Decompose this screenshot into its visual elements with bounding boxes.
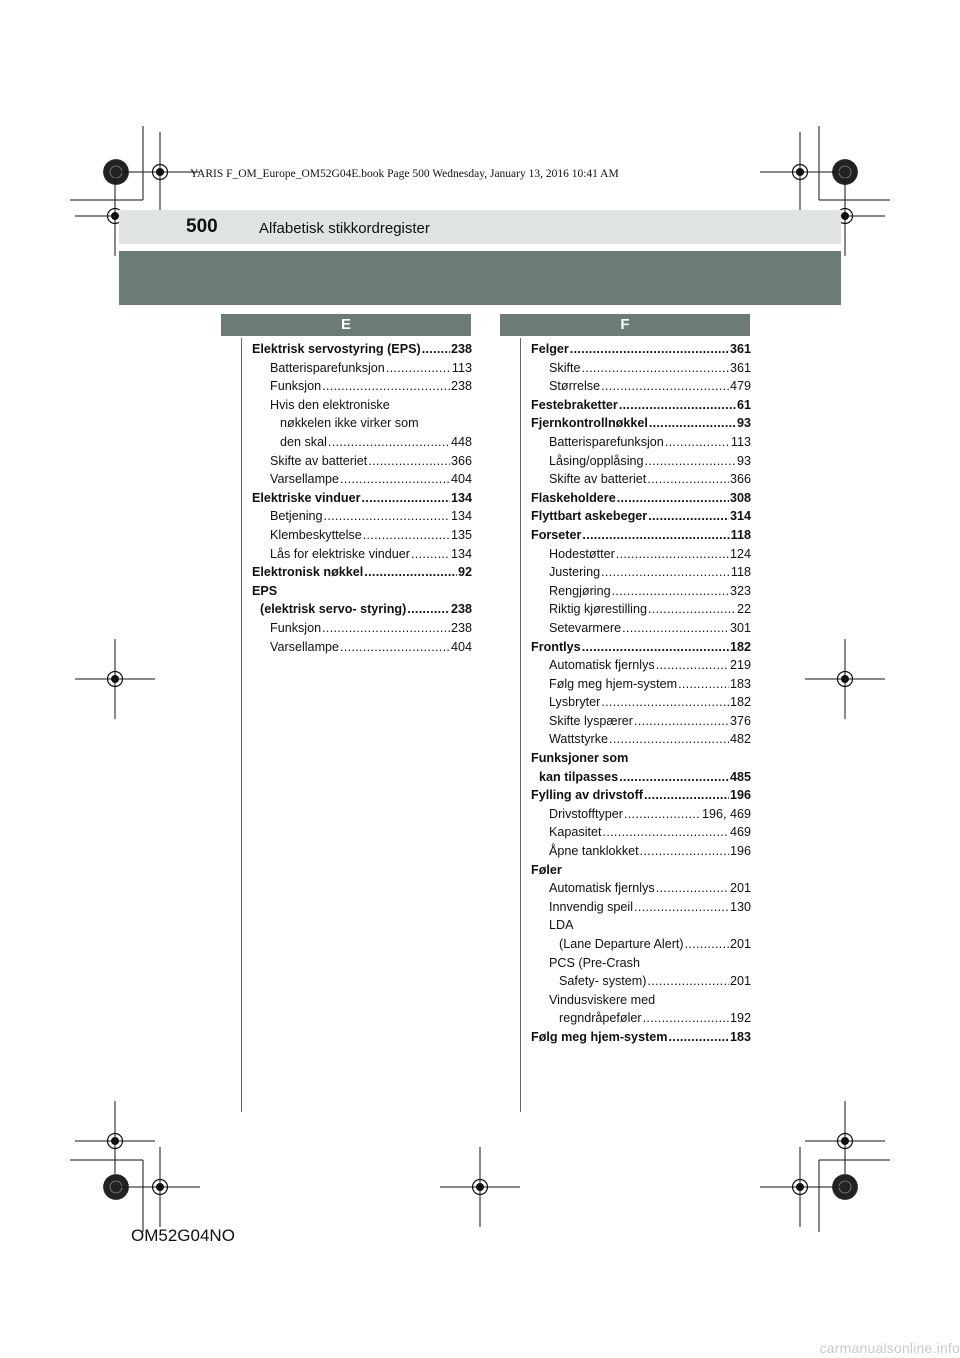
- index-entry: [252, 563, 472, 582]
- entry-page: 192: [729, 1011, 751, 1026]
- index-entry: [531, 396, 751, 415]
- entry-term: Skifte av batteriet: [549, 472, 647, 487]
- index-entry: [252, 396, 472, 415]
- entry-page: 308: [729, 490, 751, 505]
- leader-dots: [665, 433, 730, 452]
- entry-page: 182: [729, 695, 751, 710]
- header-bar: [119, 251, 841, 305]
- leader-dots: [601, 693, 729, 712]
- entry-term: Lysbryter: [549, 695, 601, 710]
- entry-page: 92: [457, 565, 472, 580]
- entry-term: (elektrisk servo- styring): [260, 602, 407, 617]
- index-entry: [531, 377, 751, 396]
- entry-term: Flyttbart askebeger: [531, 509, 648, 524]
- entry-term: Festebraketter: [531, 397, 618, 412]
- leader-dots: [640, 842, 729, 861]
- entry-page: 201: [729, 937, 751, 951]
- entry-term: PCS (Pre-Crash: [549, 955, 640, 970]
- leader-dots: [619, 396, 736, 415]
- page-number: 500: [186, 216, 218, 237]
- entry-term: Fjernkontrollnøkkel: [531, 416, 648, 431]
- entry-term: Frontlys: [531, 639, 581, 654]
- entry-term: LDA: [549, 918, 574, 933]
- entry-term: Åpne tanklokket: [549, 844, 639, 859]
- entry-page: 479: [729, 379, 751, 394]
- index-entry: [531, 1009, 751, 1028]
- entry-term: Wattstyrke: [549, 732, 609, 747]
- leader-dots: [582, 526, 729, 545]
- watermark: carmanualsonline.info: [819, 1340, 960, 1356]
- leader-dots: [328, 433, 450, 452]
- registration-mark-icon: [440, 1147, 520, 1227]
- column-header-e: E: [221, 314, 471, 336]
- registration-mark-icon: [760, 1147, 840, 1227]
- entry-page: 376: [729, 713, 751, 728]
- index-entry: [531, 507, 751, 526]
- entry-term: Funksjon: [270, 620, 322, 635]
- entry-term: (Lane Departure Alert): [559, 937, 684, 951]
- index-entry: [531, 712, 751, 731]
- file-info: YARIS F_OM_Europe_OM52G04E.book Page 500 Wednesday, January 13, 2016 10:41 AM: [190, 168, 619, 180]
- entry-page: 196, 469: [701, 806, 751, 821]
- index-entry: [531, 619, 751, 638]
- index-entry: [531, 749, 751, 768]
- leader-dots: [324, 507, 450, 526]
- entry-term: Automatisk fjernlys: [549, 658, 655, 673]
- index-entry: [531, 638, 751, 657]
- entry-page: 361: [729, 360, 751, 375]
- leader-dots: [685, 935, 729, 954]
- entry-term: Felger: [531, 342, 569, 356]
- entry-page: 361: [729, 342, 751, 356]
- index-entry: [531, 470, 751, 489]
- entry-term: Fylling av drivstoff: [531, 788, 643, 803]
- leader-dots: [603, 823, 729, 842]
- index-entry: [252, 619, 472, 638]
- entry-term: Elektronisk nøkkel: [252, 565, 364, 580]
- entry-term: Skifte: [549, 360, 581, 375]
- entry-page: 118: [730, 565, 751, 580]
- entry-page: 196: [729, 788, 751, 803]
- index-entry: [252, 600, 472, 619]
- leader-dots: [609, 730, 729, 749]
- index-entry: [531, 340, 751, 359]
- registration-mark-icon: [120, 1147, 200, 1227]
- entry-page: 469: [729, 825, 751, 840]
- leader-dots: [643, 1009, 729, 1028]
- entry-term: Setevarmere: [549, 620, 622, 635]
- entry-page: 134: [450, 509, 472, 524]
- entry-term: Klembeskyttelse: [270, 527, 362, 542]
- index-entry: [252, 507, 472, 526]
- entry-page: 124: [729, 546, 751, 561]
- entry-term: Batterisparefunksjon: [549, 434, 664, 449]
- leader-dots: [322, 619, 450, 638]
- index-entry: [252, 582, 472, 601]
- entry-page: 366: [729, 472, 751, 487]
- leader-dots: [363, 526, 450, 545]
- entry-page: 238: [450, 602, 472, 617]
- leader-dots: [601, 563, 730, 582]
- entry-page: 201: [729, 881, 751, 896]
- index-entry: [531, 452, 751, 471]
- column-header-f: F: [500, 314, 750, 336]
- section-title: Alfabetisk stikkordregister: [259, 220, 430, 237]
- entry-term: Betjening: [270, 509, 323, 524]
- leader-dots: [340, 638, 450, 657]
- index-entry: [531, 489, 751, 508]
- index-entry: [252, 433, 472, 452]
- leader-dots: [570, 340, 729, 359]
- leader-dots: [647, 470, 729, 489]
- registration-mark-icon: [805, 639, 885, 719]
- entry-term: Batterisparefunksjon: [270, 360, 385, 375]
- entry-page: 485: [729, 769, 751, 784]
- entry-page: 314: [729, 509, 751, 524]
- entry-term: Føler: [531, 862, 562, 877]
- index-entry: [252, 359, 472, 378]
- entry-term: kan tilpasses: [539, 769, 619, 784]
- document-code: OM52G04NO: [131, 1226, 235, 1245]
- entry-page: 134: [450, 490, 472, 505]
- leader-dots: [612, 582, 729, 601]
- entry-term: Skifte av batteriet: [270, 453, 368, 468]
- leader-dots: [386, 359, 451, 378]
- entry-term: Automatisk fjernlys: [549, 881, 655, 896]
- entry-page: 183: [729, 1029, 751, 1044]
- entry-term: Skifte lyspærer: [549, 713, 633, 728]
- leader-dots: [582, 359, 729, 378]
- leader-dots: [634, 712, 729, 731]
- index-entry: [252, 414, 472, 433]
- entry-term: Funksjoner som: [531, 751, 629, 766]
- leader-dots: [668, 1028, 729, 1047]
- leader-dots: [634, 898, 729, 917]
- entry-page: 323: [729, 583, 751, 598]
- index-entry: [252, 526, 472, 545]
- entry-page: 134: [450, 546, 472, 561]
- entry-term: Varsellampe: [270, 472, 340, 487]
- leader-dots: [622, 619, 729, 638]
- entry-term: Hodestøtter: [549, 546, 615, 561]
- entry-term: Lås for elektriske vinduer: [270, 546, 410, 561]
- column-divider: [520, 338, 521, 1112]
- entry-term: regndråpeføler: [559, 1011, 642, 1026]
- index-entry: [531, 898, 751, 917]
- entry-page: 118: [730, 527, 751, 542]
- entry-term: Størrelse: [549, 379, 601, 394]
- leader-dots: [411, 545, 450, 564]
- entry-term: nøkkelen ikke virker som: [280, 416, 419, 431]
- column-divider: [241, 338, 242, 1112]
- index-entry: [531, 675, 751, 694]
- entry-term: Hvis den elektroniske: [270, 397, 390, 412]
- index-entry: [531, 582, 751, 601]
- entry-page: 404: [450, 639, 472, 654]
- entry-page: 135: [450, 527, 472, 542]
- entry-page: 238: [450, 379, 472, 394]
- leader-dots: [582, 638, 729, 657]
- index-entry: [531, 545, 751, 564]
- index-entry: [531, 805, 751, 824]
- index-entry: [531, 768, 751, 787]
- entry-term: Forseter: [531, 527, 582, 542]
- leader-dots: [656, 879, 729, 898]
- header-strip: [119, 210, 841, 244]
- entry-term: Riktig kjørestilling: [549, 602, 647, 617]
- entry-page: 448: [450, 434, 472, 449]
- index-entry: [531, 786, 751, 805]
- index-entry: [252, 452, 472, 471]
- entry-term: Kapasitet: [549, 825, 602, 840]
- entry-term: EPS: [252, 583, 278, 598]
- index-entry: [531, 433, 751, 452]
- entry-term: Flaskeholdere: [531, 490, 616, 505]
- index-entry: [531, 954, 751, 973]
- entry-term: Følg meg hjem-system: [531, 1029, 668, 1044]
- leader-dots: [601, 377, 729, 396]
- index-entry: [531, 359, 751, 378]
- entry-page: 219: [729, 658, 751, 673]
- index-entry: [531, 916, 751, 935]
- entry-page: 201: [729, 974, 751, 989]
- index-column-e: [252, 340, 472, 656]
- entry-page: 196: [729, 844, 751, 859]
- entry-term: Elektriske vinduer: [252, 490, 361, 505]
- index-entry: [252, 470, 472, 489]
- index-entry: [531, 861, 751, 880]
- leader-dots: [649, 414, 736, 433]
- entry-term: Rengjøring: [549, 583, 611, 598]
- entry-page: 238: [450, 342, 472, 356]
- leader-dots: [647, 972, 729, 991]
- entry-page: 301: [729, 620, 751, 635]
- entry-term: Vindusviskere med: [549, 992, 656, 1007]
- leader-dots: [624, 805, 701, 824]
- leader-dots: [617, 489, 729, 508]
- index-entry: [531, 563, 751, 582]
- entry-term: Varsellampe: [270, 639, 340, 654]
- index-entry: [531, 823, 751, 842]
- leader-dots: [644, 786, 729, 805]
- entry-term: den skal: [280, 434, 327, 449]
- leader-dots: [656, 656, 729, 675]
- entry-term: Elektrisk servostyring (EPS): [252, 342, 421, 356]
- index-column-f: [531, 340, 751, 1047]
- leader-dots: [616, 545, 729, 564]
- registration-mark-icon: [805, 1101, 885, 1181]
- index-entry: [252, 638, 472, 657]
- index-entry: [531, 414, 751, 433]
- index-entry: [531, 842, 751, 861]
- entry-term: Safety- system): [559, 974, 647, 989]
- entry-page: 22: [736, 602, 751, 617]
- leader-dots: [422, 340, 450, 359]
- entry-page: 61: [736, 397, 751, 412]
- entry-page: 93: [736, 453, 751, 468]
- index-entry: [531, 693, 751, 712]
- leader-dots: [407, 600, 450, 619]
- leader-dots: [368, 452, 450, 471]
- entry-page: 366: [450, 453, 472, 468]
- entry-term: Justering: [549, 565, 601, 580]
- index-entry: [531, 730, 751, 749]
- entry-page: 130: [729, 899, 751, 914]
- leader-dots: [619, 768, 729, 787]
- entry-term: Funksjon: [270, 379, 322, 394]
- index-entry: [531, 600, 751, 619]
- leader-dots: [678, 675, 729, 694]
- leader-dots: [648, 507, 729, 526]
- entry-page: 113: [730, 434, 751, 449]
- leader-dots: [362, 489, 450, 508]
- entry-term: Innvendig speil: [549, 899, 634, 914]
- index-entry: [531, 526, 751, 545]
- index-entry: [531, 991, 751, 1010]
- index-entry: [531, 1028, 751, 1047]
- leader-dots: [322, 377, 450, 396]
- index-entry: [252, 340, 472, 359]
- index-entry: [252, 489, 472, 508]
- index-entry: [252, 545, 472, 564]
- index-entry: [252, 377, 472, 396]
- entry-page: 238: [450, 620, 472, 635]
- leader-dots: [645, 452, 736, 471]
- entry-page: 113: [451, 360, 472, 375]
- entry-page: 93: [736, 416, 751, 431]
- index-entry: [531, 656, 751, 675]
- entry-term: Drivstofftyper: [549, 806, 623, 821]
- leader-dots: [340, 470, 450, 489]
- entry-term: Låsing/opplåsing: [549, 453, 644, 468]
- index-entry: [531, 972, 751, 991]
- entry-term: Følg meg hjem-system: [549, 676, 678, 691]
- entry-page: 482: [729, 732, 751, 747]
- entry-page: 183: [729, 676, 751, 691]
- leader-dots: [648, 600, 736, 619]
- entry-page: 404: [450, 472, 472, 487]
- index-entry: [531, 935, 751, 954]
- registration-mark-icon: [75, 639, 155, 719]
- entry-page: 182: [729, 639, 751, 654]
- index-entry: [531, 879, 751, 898]
- leader-dots: [364, 563, 457, 582]
